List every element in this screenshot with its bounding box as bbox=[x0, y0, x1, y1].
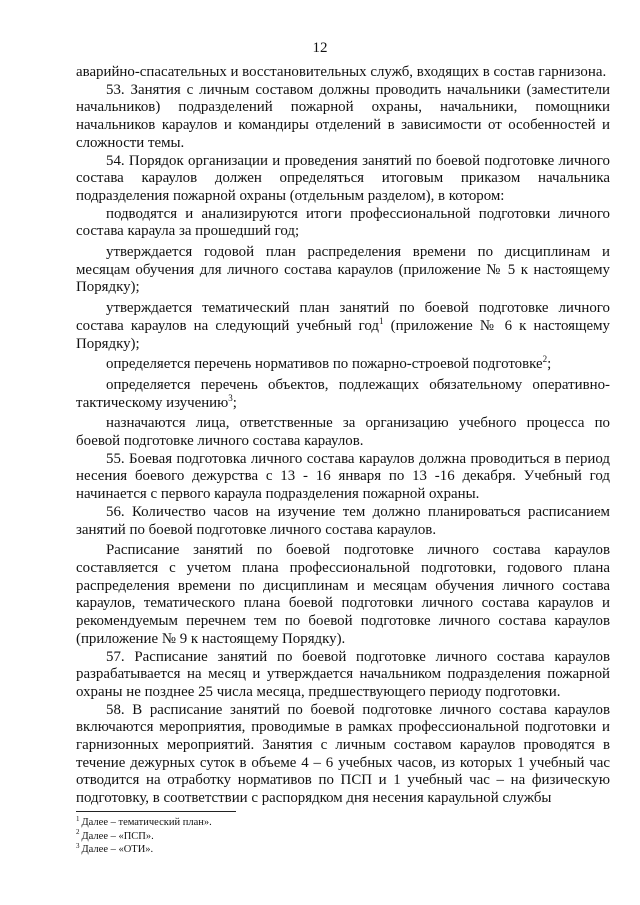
paragraph-54-item-normatives bbox=[76, 356, 610, 374]
paragraph-56-schedule: Расписание занятий по боевой подготовке личного состава караулов составляется с учетом плана профессиональной подготовки, годового плана распределения времени по дисциплинам и месяцам обучения личного состава караулов, тематического плана боевой подготовки личного состава караулов и рекомендуемым перечнем тем по боевой подготовке личного состава караулов (приложение № 9 к настоящему Порядку). bbox=[76, 542, 610, 647]
objects-text-end: ; bbox=[232, 394, 237, 411]
paragraph-54-item-annual-plan: утверждается годовой план распределения времени по дисциплинам и месяцам обучения для личного состава караулов (приложение № 5 к настоящему Порядку); bbox=[76, 244, 610, 296]
thematic-text-end: (приложение № 6 к настоящему Порядку); bbox=[76, 317, 610, 352]
paragraph-54: 54. Порядок организации и проведения занятий по боевой подготовке личного состава караулов должен определяться итоговым приказом начальника подразделения пожарной охраны (отдельным разделом), в котором: bbox=[76, 152, 610, 204]
footnote-ref-2: 2 bbox=[542, 354, 548, 365]
paragraph-55: 55. Боевая подготовка личного состава караулов должна проводиться в период несения боевого дежурства с 13 - 16 января по 13 -16 декабря. Учебный год начинается с первого караула подразделения пожарной охраны. bbox=[76, 450, 610, 503]
footnote-divider bbox=[76, 811, 236, 812]
footnote-ref-3: 3 bbox=[228, 392, 233, 403]
paragraph-continuation: аварийно-спасательных и восстановительных служб, входящих в состав гарнизона. bbox=[76, 64, 607, 80]
normatives-text-end: ; bbox=[547, 356, 552, 373]
footnote-text: Далее – тематический план». bbox=[81, 817, 212, 828]
footnote-ref-1: 1 bbox=[379, 315, 384, 326]
footnote-number: 3 bbox=[76, 841, 80, 850]
footnote-1 bbox=[76, 816, 376, 830]
paragraph-58: 58. В расписание занятий по боевой подготовке личного состава караулов включаются мероприятия, проводимые в рамках профессиональной подготовки и гарнизонных мероприятий. Занятия с личным составом караулов проводятся в течение дежурных суток в объеме 4 – 6 учебных часов, из которых 1 учебный час отводится на отработку нормативов по ПСП и 1 учебный час – на физическую подготовку, в соответствии с распорядком дня несения караульной службы bbox=[76, 701, 610, 807]
footnote-text: Далее – «ОТИ». bbox=[81, 844, 154, 855]
footnote-number: 2 bbox=[76, 828, 80, 836]
thematic-text: утверждается тематический план занятий по боевой подготовке личного состава караулов на следующий учебный год bbox=[76, 300, 610, 334]
paragraph-54-item-thematic-plan bbox=[76, 300, 610, 353]
footnotes bbox=[76, 816, 376, 857]
footnote-2 bbox=[76, 830, 376, 844]
objects-text: определяется перечень объектов, подлежащих обязательному оперативно-тактическому изучению bbox=[76, 376, 610, 411]
footnote-3 bbox=[76, 843, 376, 857]
paragraph-57: 57. Расписание занятий по боевой подготовке личного состава караулов разрабатывается на месяц и утверждается начальником подразделения пожарной охраны не позднее 25 числа месяца, предшествующего периоду подготовки. bbox=[76, 648, 610, 700]
paragraph-53: 53. Занятия с личным составом должны проводить начальники (заместители начальников) подразделений пожарной охраны, начальники, помощники начальников караулов и командиры отделений в зависимости от особенностей и сложности темы. bbox=[76, 81, 610, 151]
paragraph-54-item-results: подводятся и анализируются итоги профессиональной подготовки личного состава караула за прошедший год; bbox=[76, 205, 610, 240]
footnote-text: Далее – «ПСП». bbox=[81, 830, 154, 842]
paragraph-56: 56. Количество часов на изучение тем должно планироваться расписанием занятий по боевой подготовке личного состава караулов. bbox=[76, 503, 610, 538]
paragraph-54-item-objects bbox=[76, 377, 610, 412]
paragraph-54-item-responsible: назначаются лица, ответственные за организацию учебного процесса по боевой подготовке личного состава караулов. bbox=[76, 415, 610, 450]
page-number: 12 bbox=[312, 40, 328, 56]
normatives-text: определяется перечень нормативов по пожарно-строевой подготовке bbox=[106, 356, 543, 373]
footnote-number: 1 bbox=[76, 814, 80, 823]
body-text bbox=[76, 64, 610, 808]
